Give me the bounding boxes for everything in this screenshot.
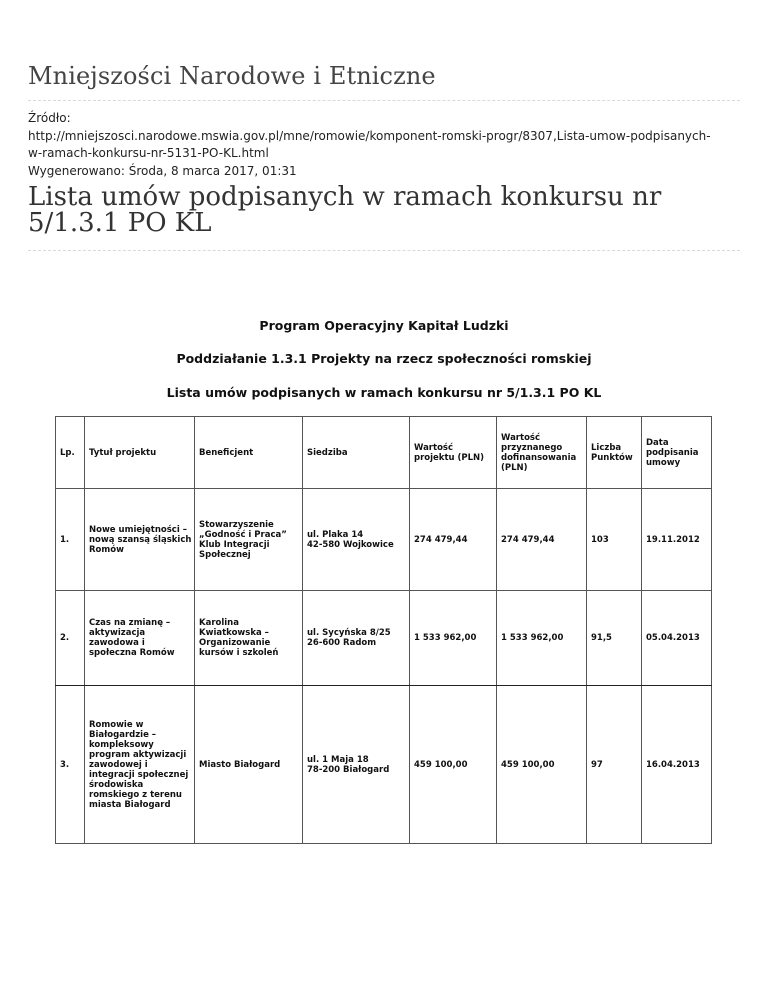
table-row [56, 686, 712, 844]
header-title: Tytuł projektu [85, 417, 195, 489]
cell-title: Romowie w Białogardzie – kompleksowy program aktywizacji zawodowej i integracji społecznej środowiska romskiego z terenu miasta Białogard [85, 686, 195, 844]
cell-lp: 3. [56, 686, 85, 844]
cell-date: 05.04.2013 [642, 591, 712, 686]
cell-beneficiary: Miasto Białogard [195, 686, 303, 844]
cell-points: 97 [587, 686, 642, 844]
cell-beneficiary: Karolina Kwiatkowska – Organizowanie kursów i szkoleń [195, 591, 303, 686]
list-heading: Lista umów podpisanych w ramach konkursu nr 5/1.3.1 PO KL [166, 385, 602, 400]
cell-lp: 2. [56, 591, 85, 686]
document-title: Lista umów podpisanych w ramach konkursu nr 5/1.3.1 PO KL [28, 182, 662, 238]
contracts-table [55, 416, 712, 844]
cell-funding: 1 533 962,00 [497, 591, 587, 686]
header-date: Data podpisania umowy [642, 417, 712, 489]
cell-value: 274 479,44 [410, 489, 497, 591]
cell-beneficiary: Stowarzyszenie „Godność i Praca” Klub Integracji Społecznej [195, 489, 303, 591]
cell-seat [303, 686, 410, 844]
cell-points: 91,5 [587, 591, 642, 686]
cell-points: 103 [587, 489, 642, 591]
header-beneficiary: Beneficjent [195, 417, 303, 489]
site-title: Mniejszości Narodowe i Etniczne [28, 62, 436, 90]
cell-value: 1 533 962,00 [410, 591, 497, 686]
cell-date: 16.04.2013 [642, 686, 712, 844]
cell-title: Nowe umiejętności – nową szansą śląskich Romów [85, 489, 195, 591]
cell-date: 19.11.2012 [642, 489, 712, 591]
cell-title: Czas na zmianę – aktywizacja zawodowa i społeczna Romów [85, 591, 195, 686]
cell-value: 459 100,00 [410, 686, 497, 844]
seat-city: 26-600 Radom [307, 638, 377, 648]
source-info [28, 110, 718, 180]
cell-seat [303, 489, 410, 591]
seat-city: 42-580 Wojkowice [307, 539, 394, 550]
cell-seat [303, 591, 410, 686]
table-header-row [56, 417, 712, 489]
header-lp: Lp. [56, 417, 85, 489]
seat-street: ul. Sycyńska 8/25 [307, 628, 391, 638]
source-label: Źródło: [28, 111, 71, 125]
cell-funding: 459 100,00 [497, 686, 587, 844]
source-url[interactable]: http://mniejszosci.narodowe.mswia.gov.pl/mne/romowie/komponent-romski-progr/8307,Lista-umow-podpisanych-w-ramach-konkursu-nr-5131-PO-KL.html [28, 128, 711, 160]
measure-heading: Poddziałanie 1.3.1 Projekty na rzecz społeczności romskiej [176, 351, 592, 366]
table-row [56, 489, 712, 591]
seat-street: ul. Plaka 14 [307, 529, 364, 540]
cell-lp: 1. [56, 489, 85, 591]
divider [28, 100, 740, 101]
seat-street: ul. 1 Maja 18 [307, 754, 369, 765]
table-row [56, 591, 712, 686]
divider [28, 250, 740, 251]
seat-city: 78-200 Białogard [307, 764, 390, 775]
header-points: Liczba Punktów [587, 417, 642, 489]
generated-timestamp: Wygenerowano: Środa, 8 marca 2017, 01:31 [28, 163, 297, 178]
cell-funding: 274 479,44 [497, 489, 587, 591]
header-seat: Siedziba [303, 417, 410, 489]
header-funding: Wartość przyznanego dofinansowania (PLN) [497, 417, 587, 489]
program-heading: Program Operacyjny Kapitał Ludzki [259, 318, 509, 333]
header-value: Wartość projektu (PLN) [410, 417, 497, 489]
